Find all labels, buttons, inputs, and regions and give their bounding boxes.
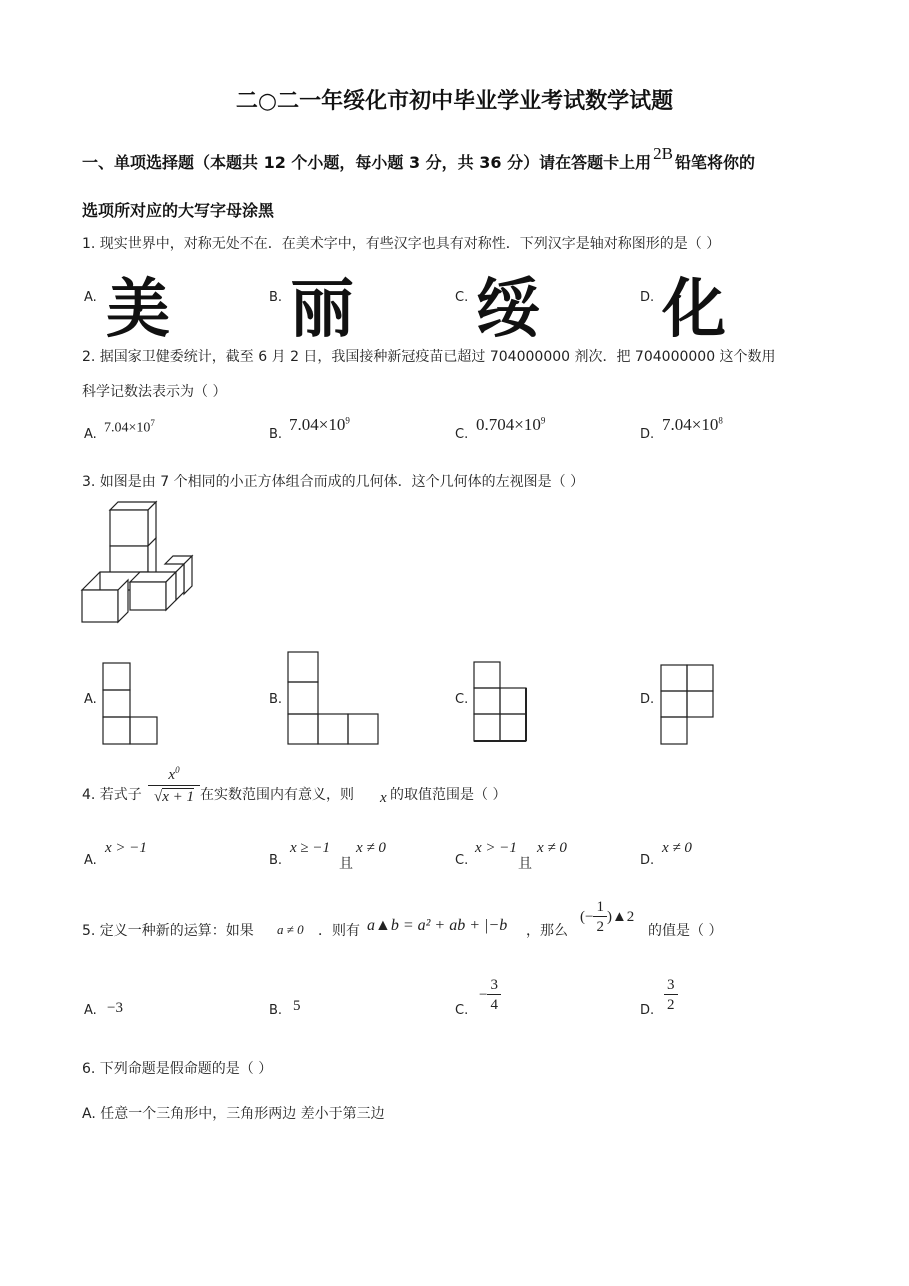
q5-option-d-value: $\frac{3}{2}$	[664, 976, 678, 1015]
page-title: 二○二一年绥化市初中毕业学业考试数学试题	[235, 89, 674, 114]
question-6-text: 6. 下列命题是假命题的是（ ）	[82, 1061, 273, 1077]
q3-option-c-label[interactable]: C.	[455, 692, 469, 707]
section-header-text-end: 铅笔将你的	[674, 153, 755, 172]
question-4-prefix: 4. 若式子	[82, 787, 142, 803]
q2-option-b-label[interactable]: B.	[269, 427, 283, 442]
q1-option-c-char: 绥	[476, 273, 540, 347]
q5-option-b-value: 5	[293, 998, 301, 1014]
q6-option-a[interactable]: A. 任意一个三角形中，三角形两边 差小于第三边	[82, 1106, 385, 1122]
q4-option-b-expr: x ≥ −1	[290, 840, 331, 856]
section-header-line2: 选项所对应的大写字母涂黑	[82, 201, 275, 220]
q2-option-a-value: $7.04\times 10^7$	[104, 418, 155, 436]
q4-variable: x	[380, 790, 387, 806]
q4-option-d-expr: x ≠ 0	[662, 840, 692, 856]
q4-fraction: $x^0$ √x + 1	[148, 760, 200, 808]
q1-option-b-char: 丽	[290, 273, 354, 347]
q1-option-c-label[interactable]: C.	[455, 290, 469, 305]
q4-option-b-conj: 且	[339, 856, 353, 872]
q5-option-a-value: −3	[107, 1000, 123, 1016]
q1-option-d-label[interactable]: D.	[640, 290, 655, 305]
q2-option-c-value: $0.704\times 10^9$	[476, 415, 546, 434]
question-5-middle: ．则有	[318, 923, 360, 939]
question-2-text-line2: 科学记数法表示为（ ）	[82, 384, 227, 400]
section-header-text: 一、单项选择题（本题共 12 个小题，每小题 3 分，共 36 分）请在答题卡上用	[82, 153, 652, 172]
q2-option-d-label[interactable]: D.	[640, 427, 655, 442]
q1-option-d-char: 化	[662, 273, 726, 347]
question-1-text: 1. 现实世界中，对称无处不在．在美术字中，有些汉字也具有对称性．下列汉字是轴对称图形的是（ ）	[82, 236, 721, 252]
q3-option-d-figure[interactable]	[660, 664, 716, 746]
q5-option-c-value: − $\frac{3}{4}$	[479, 976, 501, 1015]
q5-formula: a▲b = a² + ab + |−b	[367, 917, 508, 934]
q1-option-a-label[interactable]: A.	[84, 290, 97, 305]
q3-option-c-figure[interactable]	[473, 661, 529, 743]
q3-option-a-label[interactable]: A.	[84, 692, 97, 707]
question-3-text: 3. 如图是由 7 个相同的小正方体组合而成的几何体．这个几何体的左视图是（ ）	[82, 474, 585, 490]
question-4-suffix: 的取值范围是（ ）	[390, 787, 507, 803]
q3-solid-figure	[80, 498, 195, 626]
q1-option-b-label[interactable]: B.	[269, 290, 283, 305]
q4-option-c-expr: x > −1	[475, 840, 517, 856]
q3-option-b-label[interactable]: B.	[269, 692, 283, 707]
q4-option-a-label[interactable]: A.	[84, 853, 97, 868]
section-header-line1	[82, 144, 755, 173]
q4-option-c-expr2: x ≠ 0	[537, 840, 567, 856]
question-5-comma: ，那么	[526, 923, 568, 939]
q2-option-d-value: $7.04\times 10^8$	[662, 415, 723, 434]
q4-option-d-label[interactable]: D.	[640, 853, 655, 868]
question-4-middle: 在实数范围内有意义，则	[200, 787, 354, 803]
q4-option-a-expr: x > −1	[105, 840, 147, 856]
question-5-prefix: 5. 定义一种新的运算：如果	[82, 923, 254, 939]
pencil-grade: 2B	[653, 144, 673, 163]
q1-option-a-char: 美	[106, 273, 170, 347]
q4-option-b-label[interactable]: B.	[269, 853, 283, 868]
question-2-text-line1: 2. 据国家卫健委统计，截至 6 月 2 日，我国接种新冠疫苗已超过 704000000 剂次．把 704000000 这个数用	[82, 349, 776, 365]
q4-option-b-expr2: x ≠ 0	[356, 840, 386, 856]
q2-option-c-label[interactable]: C.	[455, 427, 469, 442]
q4-option-c-label[interactable]: C.	[455, 853, 469, 868]
q4-option-c-conj: 且	[518, 856, 532, 872]
q5-expression: (− $\frac{1}{2}$ )▲2	[580, 899, 635, 935]
q5-option-b-label[interactable]: B.	[269, 1003, 283, 1018]
q5-option-d-label[interactable]: D.	[640, 1003, 655, 1018]
q3-option-b-figure[interactable]	[287, 651, 381, 746]
q3-option-d-label[interactable]: D.	[640, 692, 655, 707]
q3-option-a-figure[interactable]	[102, 662, 160, 746]
q5-option-a-label[interactable]: A.	[84, 1003, 97, 1018]
question-5-suffix: 的值是（ ）	[648, 923, 723, 939]
q5-condition: a ≠ 0	[277, 922, 304, 937]
q5-option-c-label[interactable]: C.	[455, 1003, 469, 1018]
q2-option-b-value: $7.04\times 10^9$	[289, 415, 350, 434]
q2-option-a-label[interactable]: A.	[84, 427, 97, 442]
